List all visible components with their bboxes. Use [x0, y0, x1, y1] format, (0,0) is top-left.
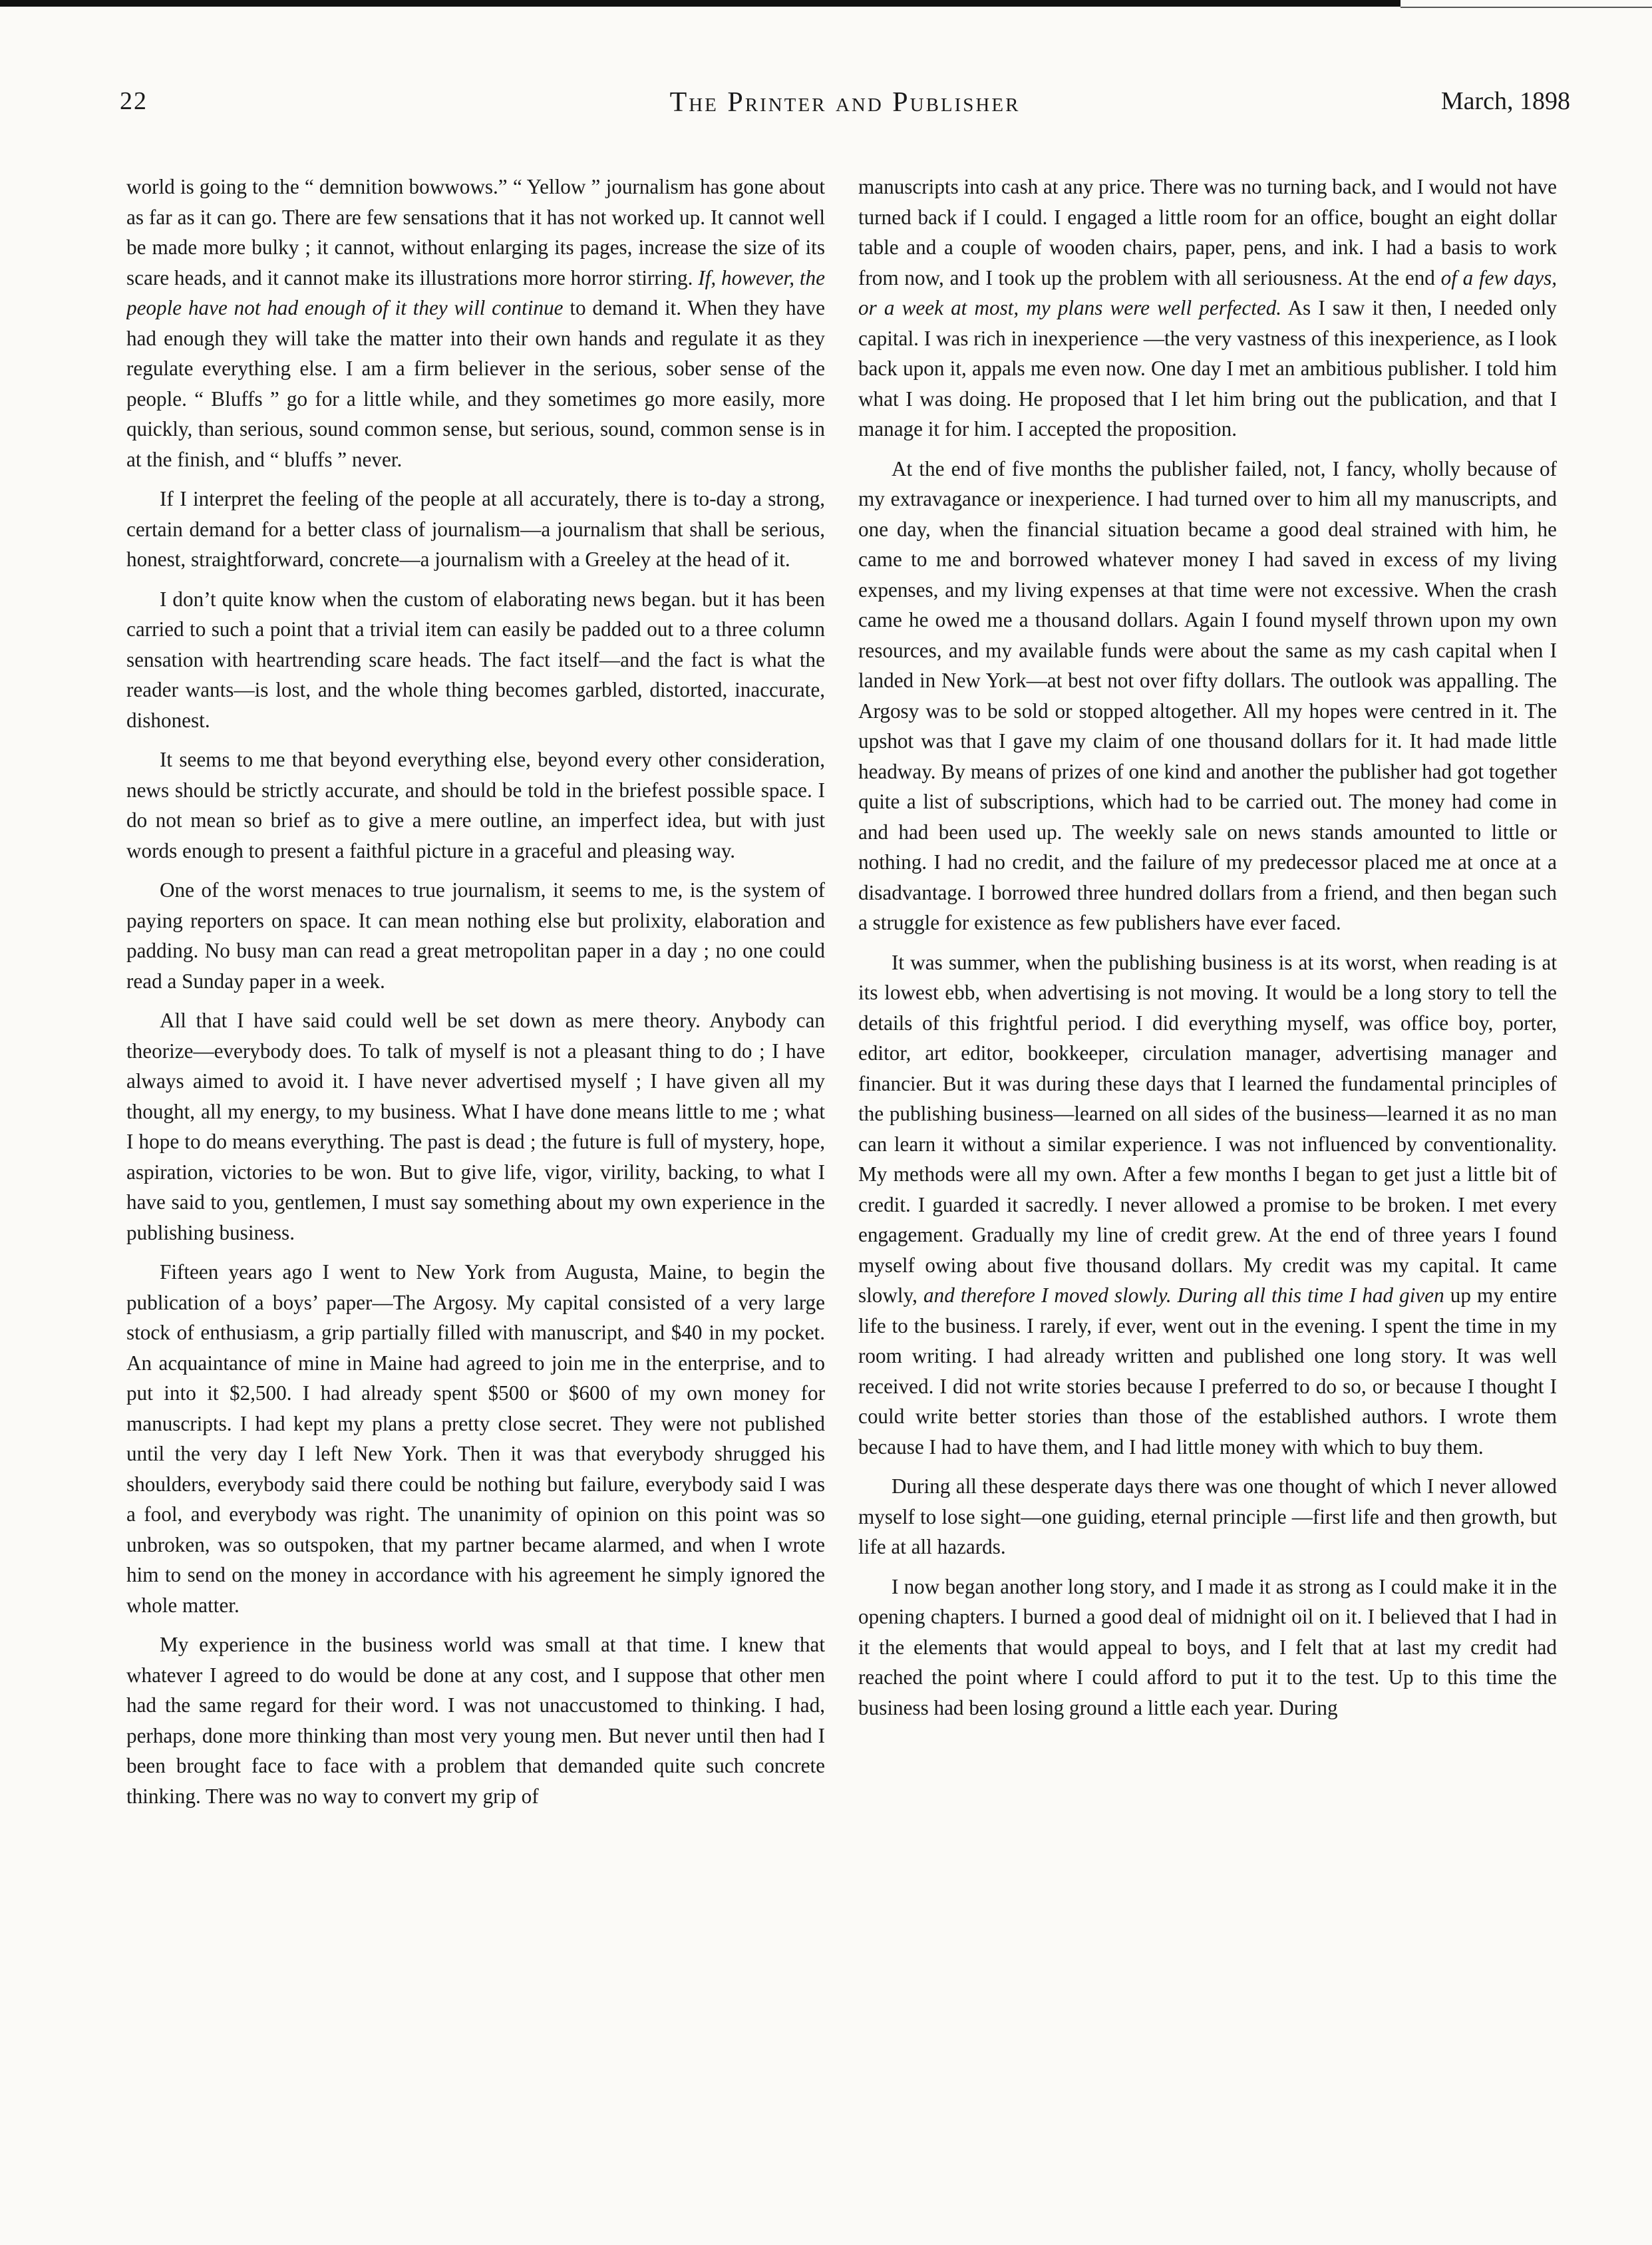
- italic-text: and therefore I moved slowly.: [923, 1284, 1172, 1307]
- page-header: [120, 86, 1570, 133]
- paragraph: One of the worst menaces to true journalism, it seems to me, is the system of paying reporters on space. It can mean nothing else but prolixity, elaboration and padding. No busy man can read a great metropolitan paper in a day ; no one could read a Sunday paper in a week.: [126, 878, 825, 993]
- paragraph: It seems to me that beyond everything else, beyond every other consideration, news should be strictly accurate, and should be told in the briefest possible space. I do not mean so brief as to give a mere outline, an imperfect idea, but with just words enough to present a faithful picture in a graceful and pleasing way.: [126, 748, 825, 862]
- italic-text: If, however, the people have not had enough of it they will continue: [126, 265, 825, 319]
- paragraph-text: to demand it. When they have had enough they will take the matter into their own hands and regulate it as they regulate everything else. I am a firm believer in the serious, sober sense of the people. “ Bluffs ” go for a little while, and they sometimes go more easily, more quickly, than serious, sound common sense, but serious, sound, common sense is in at the finish, and “ bluffs ” never.: [126, 296, 825, 471]
- paragraph: [858, 948, 1557, 1463]
- paragraph: I now began another long story, and I made it as strong as I could make it in the opening chapters. I burned a good deal of midnight oil on it. I believed that I had in it the elements that would appeal to boys, and I felt that at last my credit had reached the point where I could afford to put it to the test. Up to this time the business had been losing ground a little each year. During: [858, 1574, 1557, 1719]
- page-number: 22: [120, 87, 148, 115]
- paragraph: [126, 172, 825, 474]
- top-border-rule-thin: [1401, 7, 1652, 8]
- paragraph-text: manuscripts into cash at any price. There was no turning back, and I would not have turned back if I could. I engaged a little room for an office, bought an eight dollar table and a couple of wooden chairs, paper, pens, and ink. I had a basis to work from now, and I took up the problem with all seriousness. At the end: [858, 175, 1557, 289]
- paragraph-text: As I saw it then, I needed only capital. I was rich in inexperience —the very vastness of this inexperience, as I look back upon it, appals me even now. One day I met an ambitious publisher. I told him what I was doing. He proposed that I let him bring out the publication, and that I manage it for him. I accepted the proposition.: [858, 296, 1557, 440]
- issue-date: March, 1898: [1440, 87, 1570, 115]
- italic-text: of a few days, or a week at most, my plans were well perfected.: [858, 265, 1557, 319]
- paragraph: I don’t quite know when the custom of elaborating news began. but it has been carried to such a point that a trivial item can easily be padded out to a three column sensation with heartrending scare heads. The fact itself—and the fact is what the reader wants—is lost, and the whole thing becomes garbled, distorted, inaccurate, dishonest.: [126, 587, 825, 732]
- paragraph: My experience in the business world was small at that time. I knew that whatever I agreed to do would be done at any cost, and I suppose that other men had the same regard for their word. I was not unaccustomed to thinking. I had, perhaps, done more thinking than most very young men. But never until then had I been brought face to face with a problem that demanded quite such concrete thinking. There was no way to convert my grip of: [126, 1633, 825, 1808]
- paragraph: [858, 172, 1557, 444]
- top-border-rule: [0, 0, 1401, 7]
- paragraph: Fifteen years ago I went to New York from Augusta, Maine, to begin the publication of a boys’ paper—The Argosy. My capital consisted of a very large stock of enthusiasm, a grip partially filled with manuscript, and $40 in my pocket. An acquaintance of mine in Maine had agreed to join me in the enterprise, and to put into it $2,500. I had already spent $500 or $600 of my own money for manuscripts. I had kept my plans a pretty close secret. They were not published until the very day I left New York. Then it was that everybody shrugged his shoulders, everybody said there could be nothing but failure, everybody said I was a fool, and everybody was right. The unanimity of opinion on this point was so unbroken, was so outspoken, that my partner became alarmed, and when I wrote him to send on the money in accordance with his agreement he simply ignored the whole matter.: [126, 1260, 825, 1617]
- paragraph: At the end of five months the publisher failed, not, I fancy, wholly because of my extravagance or inexperience. I had turned over to him all my manuscripts, and one day, when the financial situation became a good deal strained with him, he came to me and borrowed whatever money I had saved in excess of my living expenses, and my living expenses at that time were not excessive. When the crash came he owed me a thousand dollars. Again I found myself thrown upon my own resources, and my available funds were about the same as my cash capital when I landed in New York—at best not over fifty dollars. The outlook was appalling. The Argosy was to be sold or stopped altogether. All my hopes were centred in it. The upshot was that I gave my claim of one thousand dollars for it. It had made little headway. By means of prizes of one kind and another the publisher had got together quite a list of subscriptions, which had to be carried out. The money had come in and had been used up. The weekly sale on news stands amounted to little or nothing. I had no credit, and the failure of my predecessor placed me at once at a disadvantage. I borrowed three hundred dollars from a friend, and then began such a struggle for existence as few publishers have ever faced.: [858, 456, 1557, 934]
- paragraph-text: It was summer, when the publishing business is at its worst, when reading is at its lowest ebb, when advertising is not moving. It would be a long story to tell the details of this frightful period. I did everything myself, was office boy, porter, editor, art editor, bookkeeper, circulation manager, advertising manager and financier. But it was during these days that I learned the fundamental principles of the publishing business—learned on all sides of the business—learned it as no man can learn it without a similar experience. I was not influenced by conventionality. My methods were all my own. After a few months I began to get just a little bit of credit. I guarded it sacredly. I never allowed a promise to be broken. I met every engagement. Gradually my line of credit grew. At the end of three years I found myself owing about five thousand dollars. My credit was my capital. It came slowly,: [858, 950, 1557, 1307]
- italic-text: During all this time I had given: [1177, 1284, 1444, 1307]
- paragraph: During all these desperate days there was one thought of which I never allowed myself to lose sight—one guiding, eternal principle —first life and then growth, but life at all hazards.: [858, 1474, 1557, 1558]
- left-column: [126, 172, 825, 2181]
- paragraph-text: up my entire life to the business. I rarely, if ever, went out in the evening. I spent the time in my room writing. I had already written and published one long story. It was well received. I did not write stories because I preferred to do so, or because I thought I could write better stories than those of the established authors. I wrote them because I had to have them, and I had little money with which to buy them.: [858, 1284, 1557, 1459]
- paragraph-text: world is going to the “ demnition bowwows.” “ Yellow ” journalism has gone about as far as it can go. There are few sensations that it has not worked up. It cannot well be made more bulky ; it cannot, without enlarging its pages, increase the size of its scare heads, and it cannot make its illustrations more horror stirring.: [126, 175, 825, 289]
- right-column: [858, 172, 1557, 2181]
- paragraph: If I interpret the feeling of the people at all accurately, there is to-day a strong, certain demand for a better class of journalism—a journalism that shall be serious, honest, straightforward, concrete—a journalism with a Greeley at the head of it.: [126, 487, 825, 571]
- journal-title: The Printer and Publisher: [669, 87, 1021, 118]
- paragraph: All that I have said could well be set down as mere theory. Anybody can theorize—everybody does. To talk of myself is not a pleasant thing to do ; I have always aimed to avoid it. I have never advertised myself ; I have given all my thought, all my energy, to my business. What I have done means little to me ; what I hope to do means everything. The past is dead ; the future is full of mystery, hope, aspiration, victories to be won. But to give life, vigor, virility, backing, to what I have said to you, gentlemen, I must say something about my own experience in the publishing business.: [126, 1009, 825, 1244]
